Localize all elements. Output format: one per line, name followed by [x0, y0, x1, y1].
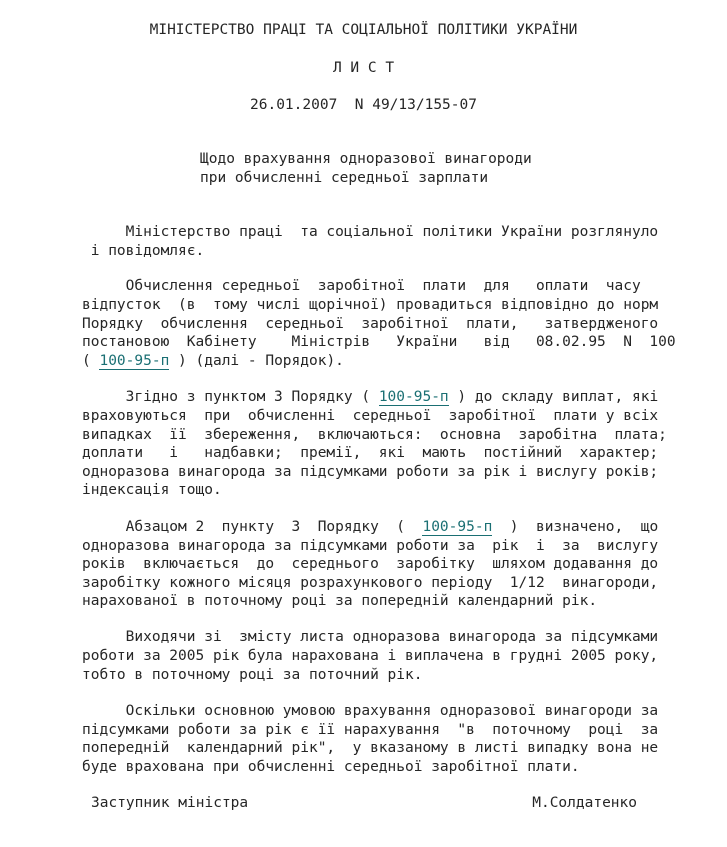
paragraph-3-line: індексація тощо. [82, 482, 222, 498]
paragraph-6-line: буде врахована при обчисленні середньої заробітної плати. [82, 759, 580, 775]
paragraph-3-line: враховуються при обчисленні середньої заробітної плати у всіх [82, 408, 659, 424]
paragraph-3-line: випадках її збереження, включаються: основна заробітна плата; [82, 427, 667, 443]
paragraph-6-line: Оскільки основною умовою врахування одноразової винагороди за [82, 703, 659, 719]
paragraph-5-line: роботи за 2005 рік була нарахована і виплачена в грудні 2005 року, [82, 648, 659, 664]
paragraph-3-line: одноразова винагорода за підсумками роботи за рік і вислугу років; [82, 464, 659, 480]
paragraph-6-line: попередній календарний рік", у вказаному в листі випадку вона не [82, 740, 659, 756]
paragraph-2-line: Обчислення середньої заробітної плати для оплати часу [82, 278, 641, 294]
paragraph-3-line [82, 388, 659, 407]
paragraph-2-line: постановою Кабінету Міністрів України від 08.02.95 N 100 [82, 334, 676, 350]
signatory-title: Заступник міністра [91, 795, 249, 811]
text-fragment: ) (далі - Порядок). [169, 353, 344, 369]
paragraph-4-line: нарахованої в поточному році за попередній календарний рік. [82, 593, 598, 609]
text-fragment: ( [82, 353, 100, 369]
text-fragment: Згідно з пунктом 3 Порядку ( [82, 389, 379, 405]
paragraph-3-line: доплати і надбавки; премії, які мають постійний характер; [82, 445, 659, 461]
regulation-link[interactable]: 100-95-п [378, 389, 449, 405]
paragraph-5-line: тобто в поточному році за поточний рік. [82, 667, 423, 683]
text-fragment: Абзацом 2 пункту 3 Порядку ( [82, 519, 423, 535]
paragraph-1-line: Міністерство праці та соціальної політики України розглянуло [82, 224, 659, 240]
text-fragment: ) до складу виплат, які [448, 389, 659, 405]
paragraph-5-line: Виходячи зі змісту листа одноразова винагорода за підсумками [82, 629, 659, 645]
subject-line-1: Щодо врахування одноразової винагороди [200, 151, 532, 167]
paragraph-4-line: заробітку кожного місяця розрахункового періоду 1/12 винагороди, [82, 575, 659, 591]
paragraph-4-line: років включається до середнього заробітку шляхом додавання до [82, 556, 659, 572]
subject-line-2: при обчисленні середньої зарплати [200, 170, 489, 186]
paragraph-4-line: одноразова винагорода за підсумками роботи за рік і за вислугу [82, 538, 659, 554]
paragraph-2-line: відпусток (в тому числі щорічної) провадиться відповідно до норм [82, 297, 659, 313]
date-and-number: 26.01.2007 N 49/13/155-07 [250, 97, 477, 113]
ministry-heading: МІНІСТЕРСТВО ПРАЦІ ТА СОЦІАЛЬНОЇ ПОЛІТИКИ УКРАЇНИ [149, 22, 578, 38]
text-fragment: ) визначено, що [492, 519, 659, 535]
paragraph-6-line: підсумками роботи за рік є її нарахування "в поточному році за [82, 722, 659, 738]
document-type: Л И С Т [332, 60, 395, 76]
signatory-name: М.Солдатенко [532, 795, 637, 811]
regulation-link[interactable]: 100-95-п [422, 519, 493, 535]
paragraph-2-line [82, 352, 638, 371]
paragraph-1-line: і повідомляє. [82, 243, 205, 259]
paragraph-4-line [82, 518, 659, 537]
regulation-link[interactable]: 100-95-п [99, 353, 170, 369]
paragraph-2-line: Порядку обчислення середньої заробітної плати, затвердженого [82, 316, 659, 332]
